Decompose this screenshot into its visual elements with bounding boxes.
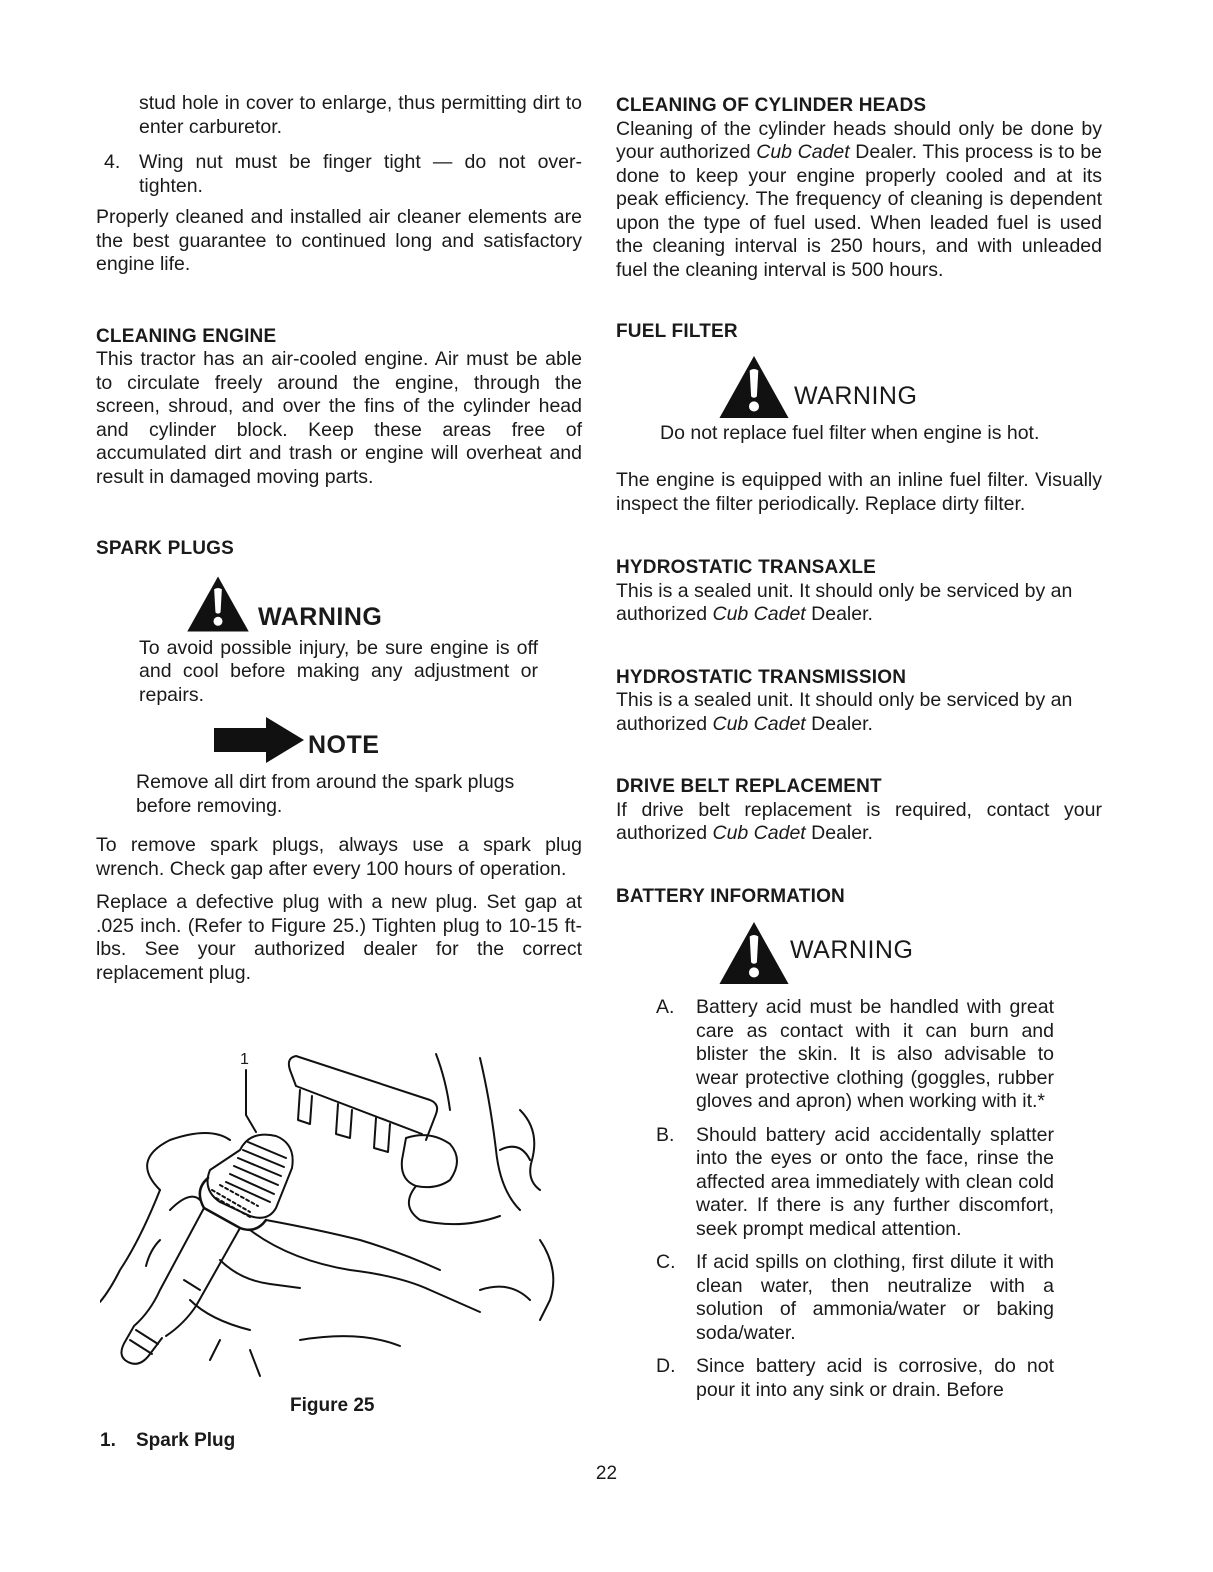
spark-plugs-warning [186, 575, 582, 633]
warning-icon [186, 575, 250, 633]
figure-legend [100, 1429, 235, 1453]
list-item-text: Battery acid must be handled with great care as contact with it can burn and blister the skin. It is also advisable to wear protective clothing (goggles, rubber gloves and apron) when working with it.* [696, 996, 1054, 1112]
spark-plugs-paragraph-1: To remove spark plugs, always use a spark plug wrench. Check gap after every 100 hours of operation. [96, 834, 582, 880]
battery-list [656, 996, 1054, 1402]
figure-legend-text: Spark Plug [136, 1430, 236, 1451]
hydrostatic-transmission-heading: HYDROSTATIC TRANSMISSION [616, 666, 907, 688]
battery-heading: BATTERY INFORMATION [616, 885, 845, 907]
warning-icon [718, 354, 790, 420]
list-item-key: C. [656, 1251, 676, 1273]
drive-belt-heading: DRIVE BELT REPLACEMENT [616, 776, 882, 797]
fuel-filter-heading: FUEL FILTER [616, 321, 738, 342]
list-item-4-text: Wing nut must be finger tight — do not over-tighten. [139, 151, 582, 197]
left-column [96, 92, 582, 985]
cleaning-engine-body: This tractor has an air-cooled engine. Air must be able to circulate freely around the engine, through the screen, shroud, and over the fins of the cylinder head and cylinder block. Keep these areas free of accumulated dirt and trash or engine will overheat and result in damaged moving parts. [96, 348, 582, 488]
hydrostatic-transaxle-heading: HYDROSTATIC TRANSAXLE [616, 557, 876, 578]
list-item-4-number: 4. [104, 151, 121, 173]
list-item [656, 1124, 1054, 1242]
list-item-text: Since battery acid is corrosive, do not pour it into any sink or drain. Before [696, 1355, 1054, 1401]
spark-plugs-warning-text: To avoid possible injury, be sure engine is off and cool before making any adjustment or repairs. [139, 636, 538, 706]
list-item-4 [104, 151, 582, 198]
fuel-filter-warning [718, 354, 1102, 420]
list-item [656, 1251, 1054, 1345]
list-item-key: D. [656, 1355, 676, 1377]
battery-warning [718, 920, 1102, 986]
right-column [616, 94, 1102, 1412]
list-item [656, 1355, 1054, 1402]
list-item-key: B. [656, 1123, 675, 1146]
spark-plugs-note-text: Remove all dirt from around the spark plugs before removing. [136, 771, 515, 817]
figure-legend-number: 1. [100, 1430, 116, 1451]
drive-belt-body: If drive belt replacement is required, contact your authorized Cub Cadet Dealer. [616, 798, 1102, 844]
spark-plugs-note-label: NOTE [308, 731, 380, 759]
battery-warning-label: WARNING [790, 936, 914, 964]
fuel-filter-warning-text: Do not replace fuel filter when engine is hot. [660, 421, 1040, 444]
list-item [656, 996, 1054, 1114]
hydrostatic-transaxle-body: This is a sealed unit. It should only be serviced by an authorized Cub Cadet Dealer. [616, 579, 1073, 625]
list-item-text: If acid spills on clothing, first dilute it with clean water, then neutralize with a solution of ammonia/water or baking soda/water. [696, 1251, 1054, 1344]
cylinder-heads-body: Cleaning of the cylinder heads should only be done by your authorized Cub Cadet Dealer. This process is to be done to keep your engine properly cooled and at its peak efficiency. The frequency of cleaning is dependent upon the type of fuel used. When leaded fuel is used the cleaning interval is 250 hours, and with unleaded fuel the cleaning interval is 500 hours. [616, 117, 1102, 281]
air-cleaner-paragraph: Properly cleaned and installed air cleaner elements are the best guarantee to continued long and satisfactory engine life. [96, 206, 582, 275]
hydrostatic-transmission-body: This is a sealed unit. It should only be serviced by an authorized Cub Cadet Dealer. [616, 689, 1073, 735]
fuel-filter-body: The engine is equipped with an inline fuel filter. Visually inspect the filter periodically. Replace dirty filter. [616, 469, 1102, 515]
figure-callout-1: 1 [240, 1051, 249, 1068]
spark-plugs-paragraph-2: Replace a defective plug with a new plug. Set gap at .025 inch. (Refer to Figure 25.) Tighten plug to 10-15 ft-lbs. See your authorized dealer for the correct replacement plug. [96, 891, 582, 984]
page-number: 22 [595, 1463, 618, 1484]
list-item-key: A. [656, 996, 675, 1018]
note-arrow-icon [214, 717, 304, 763]
figure-caption: Figure 25 [290, 1395, 375, 1416]
spark-plugs-warning-label: WARNING [258, 602, 383, 631]
spark-plugs-heading: SPARK PLUGS [96, 538, 235, 559]
spark-plugs-note [214, 717, 582, 763]
cleaning-engine-heading: CLEANING ENGINE [96, 325, 277, 347]
figure-25 [100, 1040, 580, 1440]
spark-plug-illustration [100, 1040, 580, 1390]
warning-icon [718, 920, 790, 986]
fuel-filter-warning-label: WARNING [794, 381, 918, 410]
intro-continuation: stud hole in cover to enlarge, thus permitting dirt to enter carburetor. [139, 92, 582, 138]
list-item-text: Should battery acid accidentally splatter into the eyes or onto the face, rinse the affected area immediately with clean cold water. If there is any further discomfort, seek prompt medical attention. [696, 1123, 1054, 1240]
cylinder-heads-heading: CLEANING OF CYLINDER HEADS [616, 95, 927, 116]
